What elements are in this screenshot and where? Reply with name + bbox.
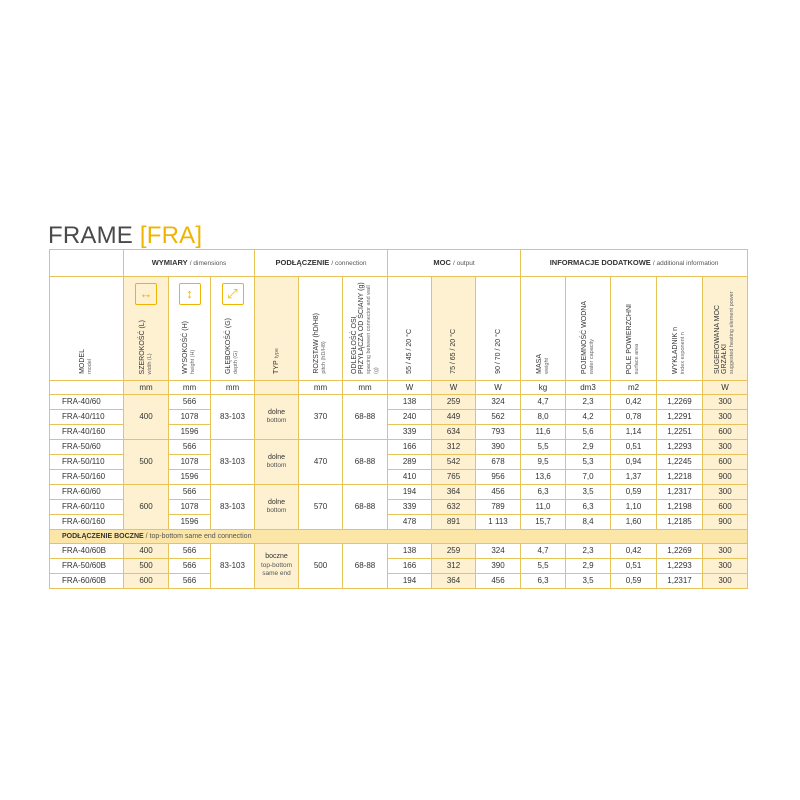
- unit-width: mm: [124, 381, 169, 395]
- cell-p55: 138: [388, 544, 432, 559]
- header-type: TYP type: [255, 277, 299, 381]
- cell-height: 566: [169, 544, 211, 559]
- cell-height: 1596: [169, 425, 211, 440]
- cell-surface: 0,51: [611, 559, 657, 574]
- unit-type-blank: [255, 381, 299, 395]
- header-width: ↔ SZEROKOŚĆ (L) width (L): [124, 277, 169, 381]
- cell-water: 8,4: [566, 515, 611, 530]
- cell-exponent: 1,2317: [657, 485, 703, 500]
- group-dimensions: WYMIARY / dimensions: [124, 250, 255, 277]
- cell-p75: 259: [432, 395, 476, 410]
- cell-p55: 138: [388, 395, 432, 410]
- vertical-arrows-icon: ↕: [179, 283, 201, 305]
- header-model: MODEL model: [50, 277, 124, 381]
- cell-p90: 1 113: [476, 515, 521, 530]
- cell-surface: 1,60: [611, 515, 657, 530]
- cell-p55: 166: [388, 440, 432, 455]
- cell-surface: 1,14: [611, 425, 657, 440]
- cell-p75: 312: [432, 440, 476, 455]
- type-label-en: top-bottom same end: [260, 561, 293, 578]
- table-row: [50, 544, 748, 559]
- cell-depth: 83-103: [211, 440, 255, 485]
- cell-p55: 240: [388, 410, 432, 425]
- cell-spacing: 68-88: [343, 395, 388, 440]
- cell-depth: 83-103: [211, 395, 255, 440]
- cell-mass: 11,0: [521, 500, 566, 515]
- cell-exponent: 1,2218: [657, 470, 703, 485]
- type-label: dolne: [267, 453, 286, 461]
- type-label: boczne: [265, 553, 288, 561]
- cell-exponent: 1,2185: [657, 515, 703, 530]
- cell-height: 566: [169, 395, 211, 410]
- cell-model: FRA-60/110: [50, 500, 124, 515]
- cell-spacing: 68-88: [343, 544, 388, 589]
- unit-p55: W: [388, 381, 432, 395]
- blank-corner: [50, 250, 124, 277]
- header-heater: SUGEROWANA MOC GRZAŁKI suggested heating element power: [703, 277, 748, 381]
- unit-blank: [50, 381, 124, 395]
- cell-p90: 390: [476, 440, 521, 455]
- cell-width: 500: [124, 440, 169, 485]
- section-label-en: / top-bottom same end connection: [145, 533, 252, 540]
- cell-heater: 300: [703, 544, 748, 559]
- cell-type: [255, 544, 299, 589]
- cell-p90: 390: [476, 559, 521, 574]
- cell-mass: 5,5: [521, 559, 566, 574]
- group-header-row: [50, 250, 748, 277]
- cell-water: 2,3: [566, 544, 611, 559]
- cell-p75: 259: [432, 544, 476, 559]
- cell-exponent: 1,2269: [657, 395, 703, 410]
- cell-mass: 6,3: [521, 485, 566, 500]
- unit-mass: kg: [521, 381, 566, 395]
- cell-height: 1596: [169, 515, 211, 530]
- cell-p75: 364: [432, 485, 476, 500]
- cell-p55: 289: [388, 455, 432, 470]
- cell-p90: 793: [476, 425, 521, 440]
- header-exponent: WYKŁADNIK n index exponent n: [657, 277, 703, 381]
- unit-depth: mm: [211, 381, 255, 395]
- unit-exponent-blank: [657, 381, 703, 395]
- cell-width: 400: [124, 395, 169, 440]
- header-p75: 75 / 65 / 20 °C: [432, 277, 476, 381]
- cell-water: 2,9: [566, 440, 611, 455]
- cell-model: FRA-60/160: [50, 515, 124, 530]
- cell-mass: 11,6: [521, 425, 566, 440]
- cell-mass: 13,6: [521, 470, 566, 485]
- cell-exponent: 1,2245: [657, 455, 703, 470]
- cell-p90: 789: [476, 500, 521, 515]
- cell-model: FRA-40/160: [50, 425, 124, 440]
- cell-surface: 0,42: [611, 544, 657, 559]
- horizontal-arrows-icon: ↔: [135, 283, 157, 305]
- cell-p55: 339: [388, 425, 432, 440]
- cell-model: FRA-40/60B: [50, 544, 124, 559]
- type-label: dolne: [267, 408, 286, 416]
- cell-height: 566: [169, 574, 211, 589]
- cell-p90: 324: [476, 544, 521, 559]
- cell-heater: 600: [703, 425, 748, 440]
- header-depth: ⤢ GŁĘBOKOŚĆ (G) depth (G): [211, 277, 255, 381]
- group-additional-info: INFORMACJE DODATKOWE / additional information: [521, 250, 748, 277]
- type-label-en: bottom: [266, 417, 287, 424]
- unit-height: mm: [169, 381, 211, 395]
- table-row: [50, 559, 748, 574]
- unit-heater: W: [703, 381, 748, 395]
- cell-p55: 194: [388, 485, 432, 500]
- cell-p75: 632: [432, 500, 476, 515]
- cell-p75: 634: [432, 425, 476, 440]
- unit-pitch: mm: [299, 381, 343, 395]
- type-label-en: bottom: [266, 507, 287, 514]
- cell-width: 600: [124, 485, 169, 530]
- cell-model: FRA-50/60: [50, 440, 124, 455]
- cell-type: [255, 440, 299, 485]
- cell-surface: 0,94: [611, 455, 657, 470]
- cell-mass: 6,3: [521, 574, 566, 589]
- cell-heater: 300: [703, 574, 748, 589]
- cell-width: 600: [124, 574, 169, 589]
- header-water: POJEMNOŚĆ WODNA water capacity: [566, 277, 611, 381]
- cell-water: 5,6: [566, 425, 611, 440]
- units-row: [50, 381, 748, 395]
- cell-spacing: 68-88: [343, 440, 388, 485]
- group-output: MOC / output: [388, 250, 521, 277]
- cell-exponent: 1,2317: [657, 574, 703, 589]
- cell-model: FRA-40/110: [50, 410, 124, 425]
- cell-heater: 900: [703, 470, 748, 485]
- cell-heater: 300: [703, 440, 748, 455]
- header-height: ↕ WYSOKOŚĆ (H) height (H): [169, 277, 211, 381]
- section-label: PODŁĄCZENIE BOCZNE: [62, 533, 144, 540]
- cell-exponent: 1,2293: [657, 440, 703, 455]
- cell-depth: 83-103: [211, 485, 255, 530]
- cell-p55: 410: [388, 470, 432, 485]
- cell-pitch: 570: [299, 485, 343, 530]
- cell-model: FRA-40/60: [50, 395, 124, 410]
- cell-p75: 765: [432, 470, 476, 485]
- section-side-connection: [50, 530, 748, 544]
- cell-exponent: 1,2291: [657, 410, 703, 425]
- title-main: FRAME: [48, 222, 133, 249]
- cell-p90: 324: [476, 395, 521, 410]
- cell-p55: 478: [388, 515, 432, 530]
- cell-model: FRA-50/160: [50, 470, 124, 485]
- cell-surface: 0,42: [611, 395, 657, 410]
- title-accent: [FRA]: [139, 222, 203, 249]
- cell-height: 1078: [169, 500, 211, 515]
- cell-p75: 364: [432, 574, 476, 589]
- cell-water: 4,2: [566, 410, 611, 425]
- cell-height: 1078: [169, 455, 211, 470]
- cell-exponent: 1,2269: [657, 544, 703, 559]
- unit-p75: W: [432, 381, 476, 395]
- cell-model: FRA-50/110: [50, 455, 124, 470]
- cell-surface: 0,51: [611, 440, 657, 455]
- unit-surface: m2: [611, 381, 657, 395]
- cell-heater: 300: [703, 395, 748, 410]
- unit-water: dm3: [566, 381, 611, 395]
- cell-spacing: 68-88: [343, 485, 388, 530]
- spec-table: [49, 249, 748, 589]
- cell-height: 1596: [169, 470, 211, 485]
- cell-water: 6,3: [566, 500, 611, 515]
- table-row: [50, 574, 748, 589]
- header-p90: 90 / 70 / 20 °C: [476, 277, 521, 381]
- cell-pitch: 470: [299, 440, 343, 485]
- cell-mass: 8,0: [521, 410, 566, 425]
- cell-model: FRA-60/60B: [50, 574, 124, 589]
- section-row: [50, 530, 748, 544]
- cell-heater: 300: [703, 559, 748, 574]
- cell-mass: 4,7: [521, 544, 566, 559]
- type-label-en: bottom: [266, 462, 287, 469]
- cell-heater: 600: [703, 500, 748, 515]
- cell-water: 3,5: [566, 574, 611, 589]
- cell-height: 1078: [169, 410, 211, 425]
- table-row: [50, 440, 748, 455]
- cell-exponent: 1,2251: [657, 425, 703, 440]
- group-connection: PODŁĄCZENIE / connection: [255, 250, 388, 277]
- cell-heater: 300: [703, 410, 748, 425]
- header-mass: MASA weight: [521, 277, 566, 381]
- cell-pitch: 370: [299, 395, 343, 440]
- cell-mass: 4,7: [521, 395, 566, 410]
- cell-water: 2,3: [566, 395, 611, 410]
- cell-water: 7,0: [566, 470, 611, 485]
- cell-surface: 1,10: [611, 500, 657, 515]
- cell-depth: 83-103: [211, 544, 255, 589]
- cell-heater: 600: [703, 455, 748, 470]
- unit-spacing: mm: [343, 381, 388, 395]
- cell-surface: 0,78: [611, 410, 657, 425]
- cell-heater: 300: [703, 485, 748, 500]
- cell-exponent: 1,2293: [657, 559, 703, 574]
- table-row: [50, 485, 748, 500]
- header-spacing: ODLEGŁOŚĆ OSI PRZYŁĄCZA OD ŚCIANY (g) spacing between connector and wall (g): [343, 277, 388, 381]
- column-header-row: [50, 277, 748, 381]
- cell-mass: 9,5: [521, 455, 566, 470]
- cell-type: [255, 395, 299, 440]
- cell-width: 500: [124, 559, 169, 574]
- header-p55: 55 / 45 / 20 °C: [388, 277, 432, 381]
- cell-pitch: 500: [299, 544, 343, 589]
- cell-height: 566: [169, 485, 211, 500]
- cell-surface: 0,59: [611, 574, 657, 589]
- cell-model: FRA-50/60B: [50, 559, 124, 574]
- cell-p75: 542: [432, 455, 476, 470]
- table-row: [50, 395, 748, 410]
- cell-width: 400: [124, 544, 169, 559]
- cell-p90: 956: [476, 470, 521, 485]
- cell-mass: 15,7: [521, 515, 566, 530]
- header-pitch: ROZSTAW (hD/H8) pitch (hD/H8): [299, 277, 343, 381]
- cell-type: [255, 485, 299, 530]
- cell-surface: 1,37: [611, 470, 657, 485]
- cell-water: 2,9: [566, 559, 611, 574]
- cell-p55: 166: [388, 559, 432, 574]
- type-label: dolne: [267, 498, 286, 506]
- cell-heater: 900: [703, 515, 748, 530]
- cell-mass: 5,5: [521, 440, 566, 455]
- cell-model: FRA-60/60: [50, 485, 124, 500]
- cell-p90: 678: [476, 455, 521, 470]
- header-surface: POLE POWIERZCHNI surface area: [611, 277, 657, 381]
- cell-height: 566: [169, 440, 211, 455]
- cell-water: 3,5: [566, 485, 611, 500]
- cell-p90: 456: [476, 485, 521, 500]
- cell-surface: 0,59: [611, 485, 657, 500]
- unit-p90: W: [476, 381, 521, 395]
- cell-p90: 562: [476, 410, 521, 425]
- cell-exponent: 1,2198: [657, 500, 703, 515]
- cell-p90: 456: [476, 574, 521, 589]
- cell-p55: 339: [388, 500, 432, 515]
- cell-water: 5,3: [566, 455, 611, 470]
- diagonal-arrows-icon: ⤢: [222, 283, 244, 305]
- cell-p75: 891: [432, 515, 476, 530]
- page-title: [48, 222, 202, 250]
- cell-height: 566: [169, 559, 211, 574]
- cell-p55: 194: [388, 574, 432, 589]
- cell-p75: 449: [432, 410, 476, 425]
- cell-p75: 312: [432, 559, 476, 574]
